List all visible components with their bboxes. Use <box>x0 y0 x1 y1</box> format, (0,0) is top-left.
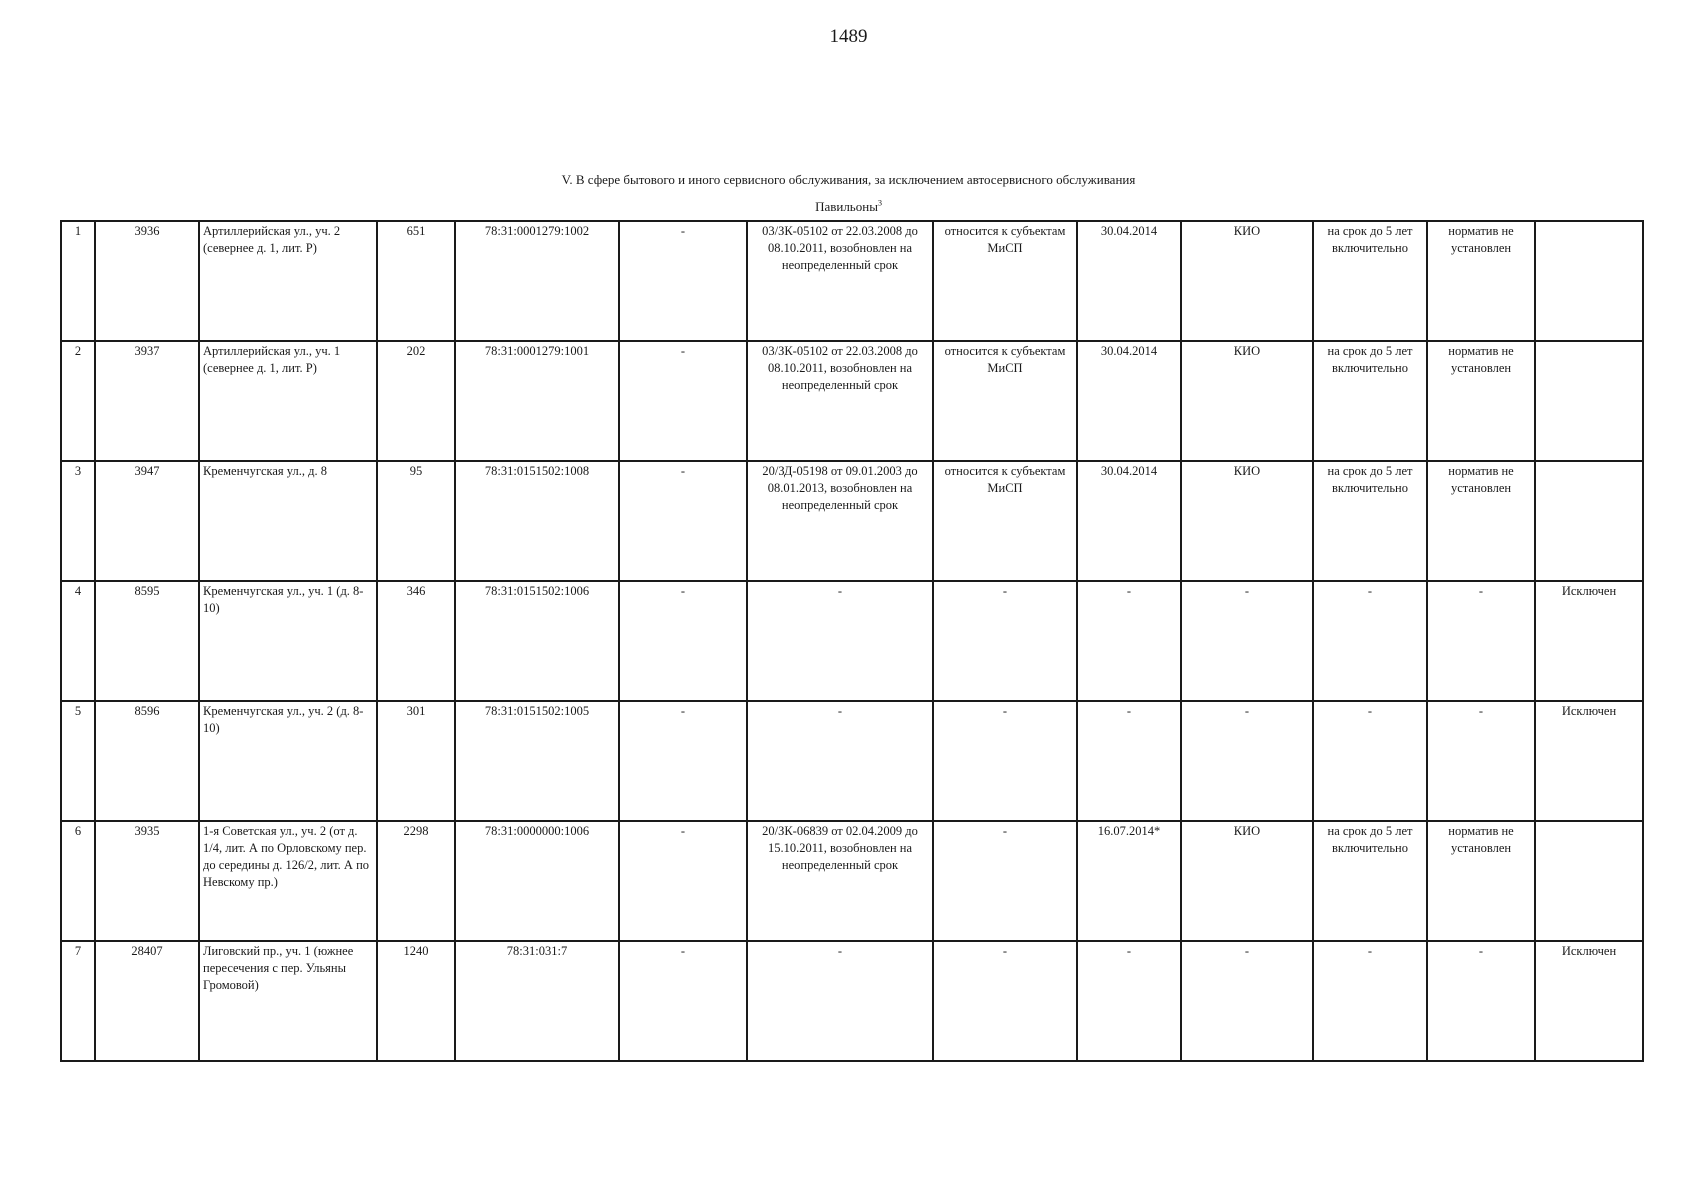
cell-smsp-status: относится к субъектам МиСП <box>933 341 1077 461</box>
cell-smsp-status: относится к субъектам МиСП <box>933 221 1077 341</box>
cell-date: - <box>1077 581 1181 701</box>
cell-row-number: 3 <box>61 461 95 581</box>
cell-organization: - <box>1181 941 1313 1061</box>
cell-area: 651 <box>377 221 455 341</box>
table-row <box>61 941 1643 1061</box>
cell-date: - <box>1077 941 1181 1061</box>
cell-address: 1-я Советская ул., уч. 2 (от д. 1/4, лит. А по Орловскому пер. до середины д. 126/2, лит. А по Невскому пр.) <box>199 821 377 941</box>
cell-area: 202 <box>377 341 455 461</box>
cell-date: 30.04.2014 <box>1077 341 1181 461</box>
cell-norm: норматив не установлен <box>1427 461 1535 581</box>
cell-norm: - <box>1427 941 1535 1061</box>
table-row <box>61 821 1643 941</box>
cell-contract: - <box>747 941 933 1061</box>
footnote-mark: 3 <box>877 198 882 208</box>
table-row <box>61 221 1643 341</box>
cell-column-6-value: - <box>619 581 747 701</box>
cell-address: Артиллерийская ул., уч. 1 (севернее д. 1, лит. Р) <box>199 341 377 461</box>
cell-term: - <box>1313 581 1427 701</box>
cell-note <box>1535 341 1643 461</box>
cell-norm: - <box>1427 701 1535 821</box>
cell-row-number: 1 <box>61 221 95 341</box>
page-number: 1489 <box>829 26 868 47</box>
cell-row-number: 5 <box>61 701 95 821</box>
cell-cadastral-number: 78:31:0001279:1002 <box>455 221 619 341</box>
cell-norm: норматив не установлен <box>1427 821 1535 941</box>
cell-row-number: 7 <box>61 941 95 1061</box>
cell-cadastral-number: 78:31:031:7 <box>455 941 619 1061</box>
cell-contract: - <box>747 701 933 821</box>
cell-object-id: 3936 <box>95 221 199 341</box>
cell-cadastral-number: 78:31:0001279:1001 <box>455 341 619 461</box>
cell-row-number: 6 <box>61 821 95 941</box>
cell-note <box>1535 221 1643 341</box>
cell-term: - <box>1313 701 1427 821</box>
cell-object-id: 3935 <box>95 821 199 941</box>
cell-norm: норматив не установлен <box>1427 221 1535 341</box>
cell-smsp-status: - <box>933 581 1077 701</box>
cell-term: на срок до 5 лет включительно <box>1313 221 1427 341</box>
cell-term: на срок до 5 лет включительно <box>1313 821 1427 941</box>
cell-norm: норматив не установлен <box>1427 341 1535 461</box>
cell-term: на срок до 5 лет включительно <box>1313 341 1427 461</box>
cell-date: 30.04.2014 <box>1077 461 1181 581</box>
cell-column-6-value: - <box>619 221 747 341</box>
cell-cadastral-number: 78:31:0000000:1006 <box>455 821 619 941</box>
cell-cadastral-number: 78:31:0151502:1006 <box>455 581 619 701</box>
cell-note: Исключен <box>1535 701 1643 821</box>
table-row <box>61 701 1643 821</box>
cell-note: Исключен <box>1535 941 1643 1061</box>
cell-column-6-value: - <box>619 461 747 581</box>
cell-contract: 20/ЗД-05198 от 09.01.2003 до 08.01.2013, возобновлен на неопределенный срок <box>747 461 933 581</box>
cell-organization: КИО <box>1181 221 1313 341</box>
cell-row-number: 2 <box>61 341 95 461</box>
cell-row-number: 4 <box>61 581 95 701</box>
cell-address: Кременчугская ул., уч. 2 (д. 8-10) <box>199 701 377 821</box>
cell-smsp-status: - <box>933 701 1077 821</box>
cell-object-id: 3937 <box>95 341 199 461</box>
cell-smsp-status: - <box>933 941 1077 1061</box>
cell-norm: - <box>1427 581 1535 701</box>
cell-contract: 03/ЗК-05102 от 22.03.2008 до 08.10.2011, возобновлен на неопределенный срок <box>747 341 933 461</box>
cell-column-6-value: - <box>619 341 747 461</box>
cell-note <box>1535 461 1643 581</box>
cell-contract: 20/ЗК-06839 от 02.04.2009 до 15.10.2011, возобновлен на неопределенный срок <box>747 821 933 941</box>
cell-organization: - <box>1181 701 1313 821</box>
cell-date: 30.04.2014 <box>1077 221 1181 341</box>
cell-column-6-value: - <box>619 701 747 821</box>
cell-organization: КИО <box>1181 341 1313 461</box>
cell-note: Исключен <box>1535 581 1643 701</box>
cell-note <box>1535 821 1643 941</box>
cell-date: 16.07.2014* <box>1077 821 1181 941</box>
cell-smsp-status: - <box>933 821 1077 941</box>
cell-contract: 03/ЗК-05102 от 22.03.2008 до 08.10.2011, возобновлен на неопределенный срок <box>747 221 933 341</box>
subsection-title <box>0 199 1697 215</box>
cell-column-6-value: - <box>619 941 747 1061</box>
cell-area: 1240 <box>377 941 455 1061</box>
cell-area: 2298 <box>377 821 455 941</box>
cell-contract: - <box>747 581 933 701</box>
cell-area: 95 <box>377 461 455 581</box>
cell-column-6-value: - <box>619 821 747 941</box>
cell-area: 301 <box>377 701 455 821</box>
cell-cadastral-number: 78:31:0151502:1005 <box>455 701 619 821</box>
cell-term: - <box>1313 941 1427 1061</box>
table-row <box>61 581 1643 701</box>
table-row <box>61 341 1643 461</box>
cell-address: Кременчугская ул., уч. 1 (д. 8-10) <box>199 581 377 701</box>
cell-organization: КИО <box>1181 461 1313 581</box>
section-title: V. В сфере бытового и иного сервисного обслуживания, за исключением автосервисного обслуживания <box>561 172 1136 187</box>
cell-address: Кременчугская ул., д. 8 <box>199 461 377 581</box>
cell-object-id: 3947 <box>95 461 199 581</box>
register-table <box>60 220 1644 1062</box>
cell-address: Артиллерийская ул., уч. 2 (севернее д. 1, лит. Р) <box>199 221 377 341</box>
cell-cadastral-number: 78:31:0151502:1008 <box>455 461 619 581</box>
register-body <box>61 221 1643 1061</box>
cell-object-id: 8596 <box>95 701 199 821</box>
cell-organization: КИО <box>1181 821 1313 941</box>
table-row <box>61 461 1643 581</box>
cell-date: - <box>1077 701 1181 821</box>
cell-area: 346 <box>377 581 455 701</box>
cell-address: Лиговский пр., уч. 1 (южнее пересечения с пер. Ульяны Громовой) <box>199 941 377 1061</box>
cell-object-id: 28407 <box>95 941 199 1061</box>
cell-organization: - <box>1181 581 1313 701</box>
cell-smsp-status: относится к субъектам МиСП <box>933 461 1077 581</box>
cell-object-id: 8595 <box>95 581 199 701</box>
cell-term: на срок до 5 лет включительно <box>1313 461 1427 581</box>
subsection-title-text: Павильоны <box>815 199 878 214</box>
